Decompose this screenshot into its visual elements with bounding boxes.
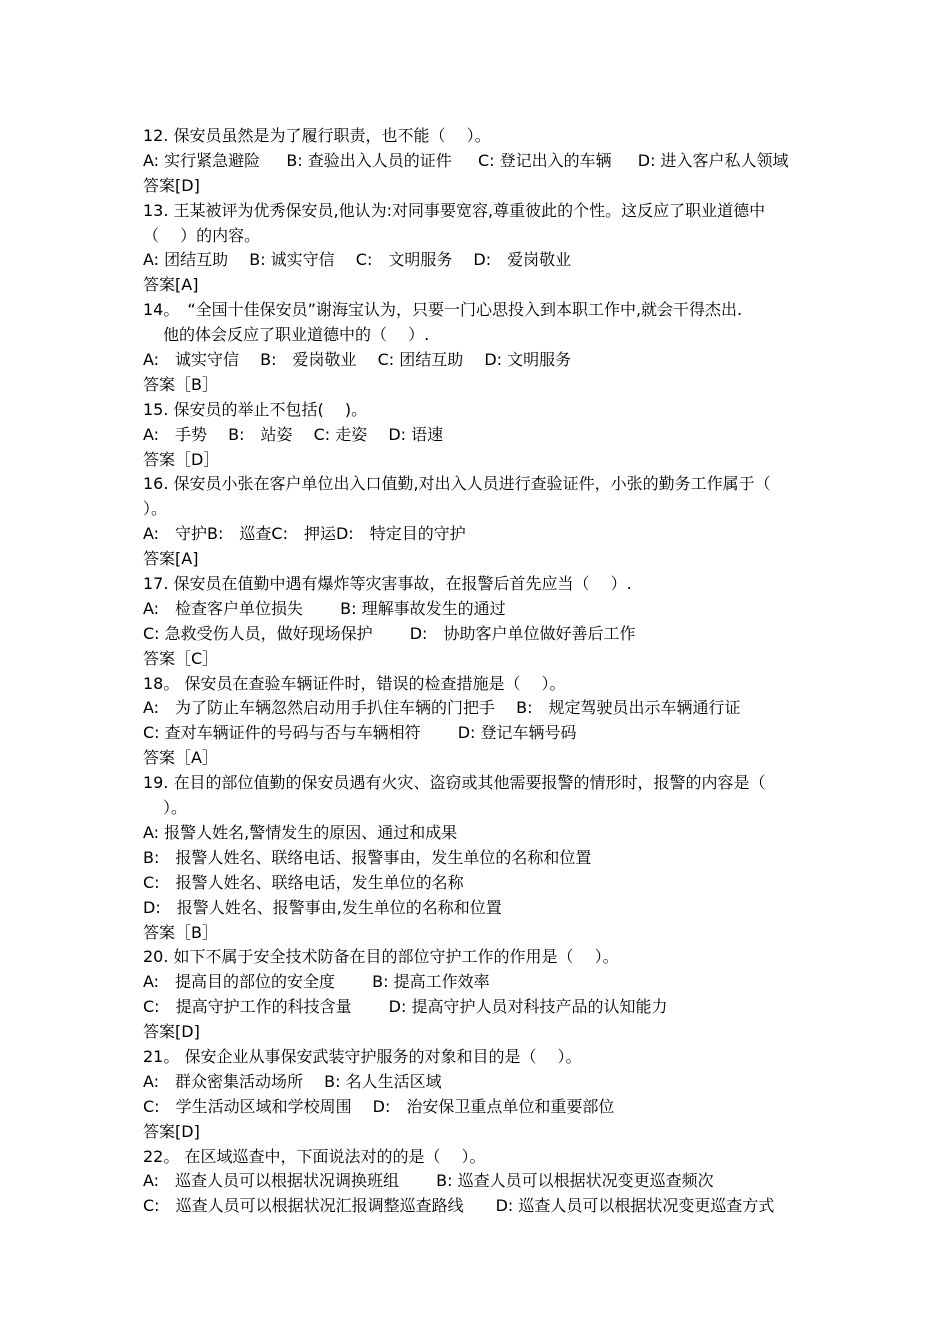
question-option-c: C: 报警人姓名、联络电话，发生单位的名称 — [143, 872, 464, 892]
answer: 答案［B］ — [143, 374, 218, 394]
question-13 — [143, 199, 823, 299]
question-options-cont: C: 查对车辆证件的号码与否与车辆相符 D: 登记车辆号码 — [143, 723, 577, 743]
question-list — [143, 124, 823, 1219]
question-option-a: A: 报警人姓名,警情发生的原因、通过和成果 — [143, 822, 458, 842]
question-options: A: 巡查人员可以根据状况调换班组 B: 巡查人员可以根据状况变更巡查频次 — [143, 1171, 714, 1191]
question-options: A: 诚实守信 B: 爱岗敬业 C: 团结互助 D: 文明服务 — [143, 350, 572, 370]
question-text: 22。 在区域巡查中，下面说法对的的是（ ）。 — [143, 1146, 486, 1166]
question-text-cont: （ ）的内容。 — [143, 225, 261, 245]
question-options-cont: C: 急救受伤人员，做好现场保护 D: 协助客户单位做好善后工作 — [143, 623, 636, 643]
question-text: 14。 “全国十佳保安员”谢海宝认为，只要一门心思投入到本职工作中,就会干得杰出. — [143, 300, 743, 320]
question-options: A: 为了防止车辆忽然启动用手扒住车辆的门把手 B: 规定驾驶员出示车辆通行证 — [143, 698, 741, 718]
question-21 — [143, 1045, 823, 1145]
answer: 答案［A］ — [143, 748, 218, 768]
question-text: 20. 如下不属于安全技术防备在目的部位守护工作的作用是（ ）。 — [143, 947, 619, 967]
answer: 答案[A] — [143, 275, 199, 295]
question-option-d: D: 报警人姓名、报警事由,发生单位的名称和位置 — [143, 897, 502, 917]
question-options-cont: C: 提高守护工作的科技含量 D: 提高守护人员对科技产品的认知能力 — [143, 997, 668, 1017]
question-options-cont: C: 学生活动区域和学校周围 D: 治安保卫重点单位和重要部位 — [143, 1096, 615, 1116]
question-16 — [143, 472, 823, 572]
question-text-cont: ）。 — [143, 499, 168, 519]
answer: 答案［C］ — [143, 648, 219, 668]
question-text: 17. 保安员在值勤中遇有爆炸等灾害事故，在报警后首先应当（ ）. — [143, 574, 632, 594]
question-text: 21。 保安企业从事保安武装守护服务的对象和目的是（ ）。 — [143, 1046, 582, 1066]
question-text-cont: 他的体会反应了职业道德中的（ ）. — [163, 325, 430, 345]
answer: 答案［B］ — [143, 922, 218, 942]
answer: 答案[D] — [143, 1022, 200, 1042]
question-22 — [143, 1145, 823, 1220]
question-20 — [143, 945, 823, 1045]
question-text: 13. 王某被评为优秀保安员,他认为:对同事要宽容,尊重彼此的个性。这反应了职业道德中 — [143, 200, 766, 220]
question-14 — [143, 298, 823, 398]
question-12 — [143, 124, 823, 199]
question-text: 18。 保安员在查验车辆证件时，错误的检查措施是（ ）。 — [143, 673, 566, 693]
question-text: 16. 保安员小张在客户单位出入口值勤,对出入人员进行查验证件，小张的勤务工作属于（ — [143, 474, 771, 494]
question-options: A: 团结互助 B: 诚实守信 C: 文明服务 D: 爱岗敬业 — [143, 250, 572, 270]
answer: 答案[D] — [143, 1121, 200, 1141]
question-options: A: 守护B: 巡查C: 押运D: 特定目的守护 — [143, 524, 466, 544]
question-text: 15. 保安员的举止不包括( )。 — [143, 399, 368, 419]
question-15 — [143, 398, 823, 473]
question-text: 19. 在目的部位值勤的保安员遇有火灾、盗窃或其他需要报警的情形时，报警的内容是（ — [143, 773, 766, 793]
question-19 — [143, 771, 823, 945]
answer: 答案[A] — [143, 549, 199, 569]
question-17 — [143, 572, 823, 672]
question-text: 12. 保安员虽然是为了履行职责，也不能（ ）。 — [143, 126, 491, 145]
answer: 答案[D] — [143, 175, 200, 195]
question-options: A: 手势 B: 站姿 C: 走姿 D: 语速 — [143, 424, 444, 444]
question-options: A: 实行紧急避险 B: 查验出入人员的证件 C: 登记出入的车辆 D: 进入客户私人领域 — [143, 150, 789, 170]
answer: 答案［D］ — [143, 449, 220, 469]
question-options: A: 群众密集活动场所 B: 名人生活区域 — [143, 1071, 442, 1091]
question-options: A: 提高目的部位的安全度 B: 提高工作效率 — [143, 972, 490, 992]
question-options-cont: C: 巡查人员可以根据状况汇报调整巡查路线 D: 巡查人员可以根据状况变更巡查方式 — [143, 1196, 775, 1216]
question-option-b: B: 报警人姓名、联络电话、报警事由，发生单位的名称和位置 — [143, 847, 592, 867]
question-18 — [143, 672, 823, 772]
question-text-cont: ）。 — [163, 798, 188, 818]
question-options: A: 检查客户单位损失 B: 理解事故发生的通过 — [143, 598, 506, 618]
